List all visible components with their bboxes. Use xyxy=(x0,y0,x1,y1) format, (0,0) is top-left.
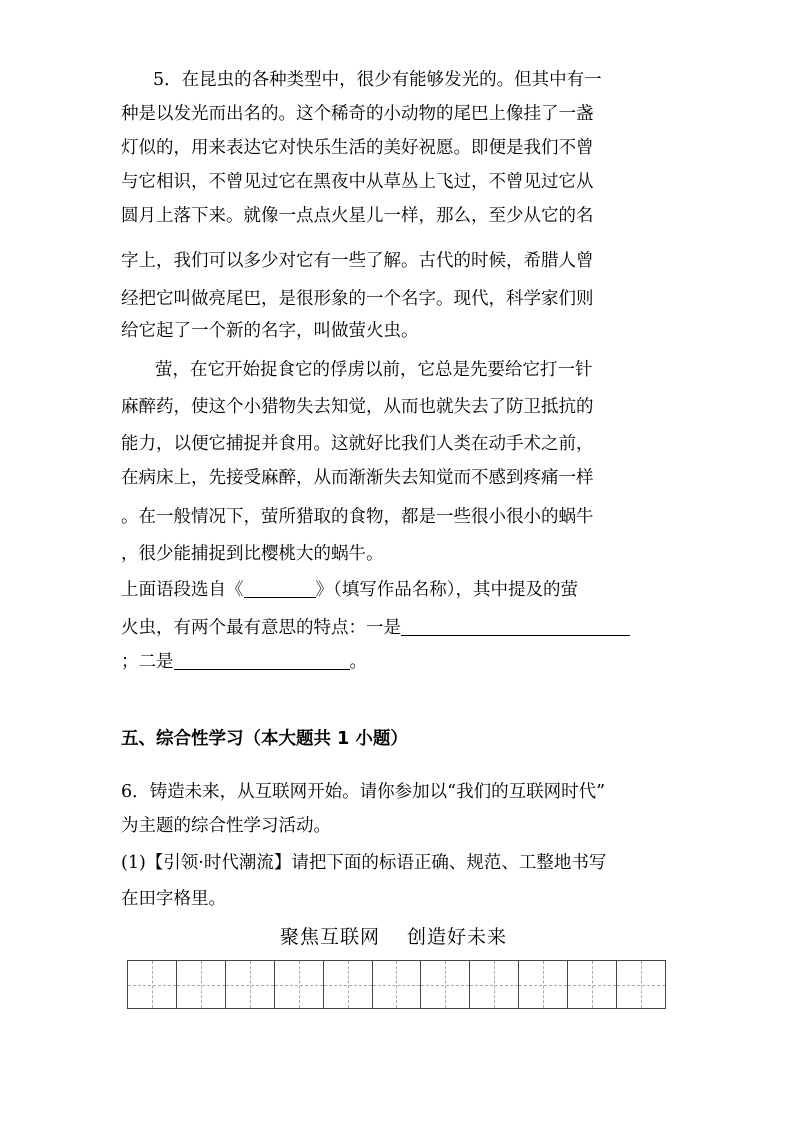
passage-line: 给它起了一个新的名字，叫做萤火虫。 xyxy=(121,321,419,341)
question-six: 6．铸造未来，从互联网开始。请你参加以“我们的互联网时代” xyxy=(121,782,606,802)
passage-line: 灯似的，用来表达它对快乐生活的美好祝愿。即便是我们不曾 xyxy=(121,138,594,158)
question-prompt xyxy=(121,616,681,640)
grid-cell[interactable] xyxy=(519,961,568,1008)
passage-line: 在病床上，先接受麻醉，从而渐渐失去知觉而不感到疼痛一样 xyxy=(121,468,594,488)
passage-line: 萤，在它开始捉食它的俘虏以前，它总是先要给它打一针 xyxy=(155,360,593,380)
prompt-text: ；二是 xyxy=(121,652,174,672)
grid-cell[interactable] xyxy=(421,961,470,1008)
passage-line: ，很少能捕捉到比樱桃大的蜗牛。 xyxy=(121,544,384,564)
section-title: 五、综合性学习 xyxy=(121,729,244,749)
grid-cell[interactable] xyxy=(617,961,665,1008)
passage-line: 5．在昆虫的各种类型中，很少有能够发光的。但其中有一 xyxy=(153,70,602,90)
passage-line: 能力，以便它捕捉并食用。这就好比我们人类在动手术之前， xyxy=(121,434,594,454)
grid-cell[interactable] xyxy=(226,961,275,1008)
prompt-text: 》（填写作品名称），其中提及的萤 xyxy=(315,580,578,600)
passage-line: 与它相识，不曾见过它在黑夜中从草丛上飞过，不曾见过它从 xyxy=(121,172,594,192)
grid-cell[interactable] xyxy=(568,961,617,1008)
grid-cell[interactable] xyxy=(275,961,324,1008)
passage-line: 。在一般情况下，萤所猎取的食物，都是一些很小很小的蜗牛 xyxy=(121,507,594,527)
tianzi-grid[interactable] xyxy=(127,960,666,1009)
feature-two-blank[interactable] xyxy=(174,651,350,670)
passage-line: 种是以发光而出名的。这个稀奇的小动物的尾巴上像挂了一盏 xyxy=(121,104,594,124)
prompt-text: 。 xyxy=(349,652,367,672)
passage-line: 字上，我们可以多少对它有一些了解。古代的时候，希腊人曾 xyxy=(121,251,594,271)
subquestion: (1)【引领·时代潮流】请把下面的标语正确、规范、工整地书写 xyxy=(121,853,607,873)
slogan: 聚焦互联网 创造好未来 xyxy=(279,926,508,948)
question-prompt xyxy=(121,578,681,602)
passage-line: 经把它叫做亮尾巴，是很形象的一个名字。现代，科学家们则 xyxy=(121,289,594,309)
prompt-text: 上面语段选自《 xyxy=(121,580,244,600)
passage-line: 麻醉药，使这个小猎物失去知觉，从而也就失去了防卫抵抗的 xyxy=(121,397,594,417)
grid-cell[interactable] xyxy=(177,961,226,1008)
question-six: 为主题的综合性学习活动。 xyxy=(121,816,331,836)
prompt-text: 火虫，有两个最有意思的特点：一是 xyxy=(121,618,401,638)
section-heading xyxy=(121,727,681,751)
question-prompt xyxy=(121,650,681,674)
grid-cell[interactable] xyxy=(128,961,177,1008)
passage-line: 圆月上落下来。就像一点点火星儿一样，那么，至少从它的名 xyxy=(121,206,594,226)
grid-cell[interactable] xyxy=(324,961,373,1008)
feature-one-blank[interactable] xyxy=(401,617,630,636)
subquestion: 在田字格里。 xyxy=(121,889,226,909)
title-blank[interactable] xyxy=(244,579,316,598)
section-note: （本大题共 1 小题） xyxy=(243,729,408,749)
grid-cell[interactable] xyxy=(373,961,422,1008)
grid-cell[interactable] xyxy=(470,961,519,1008)
